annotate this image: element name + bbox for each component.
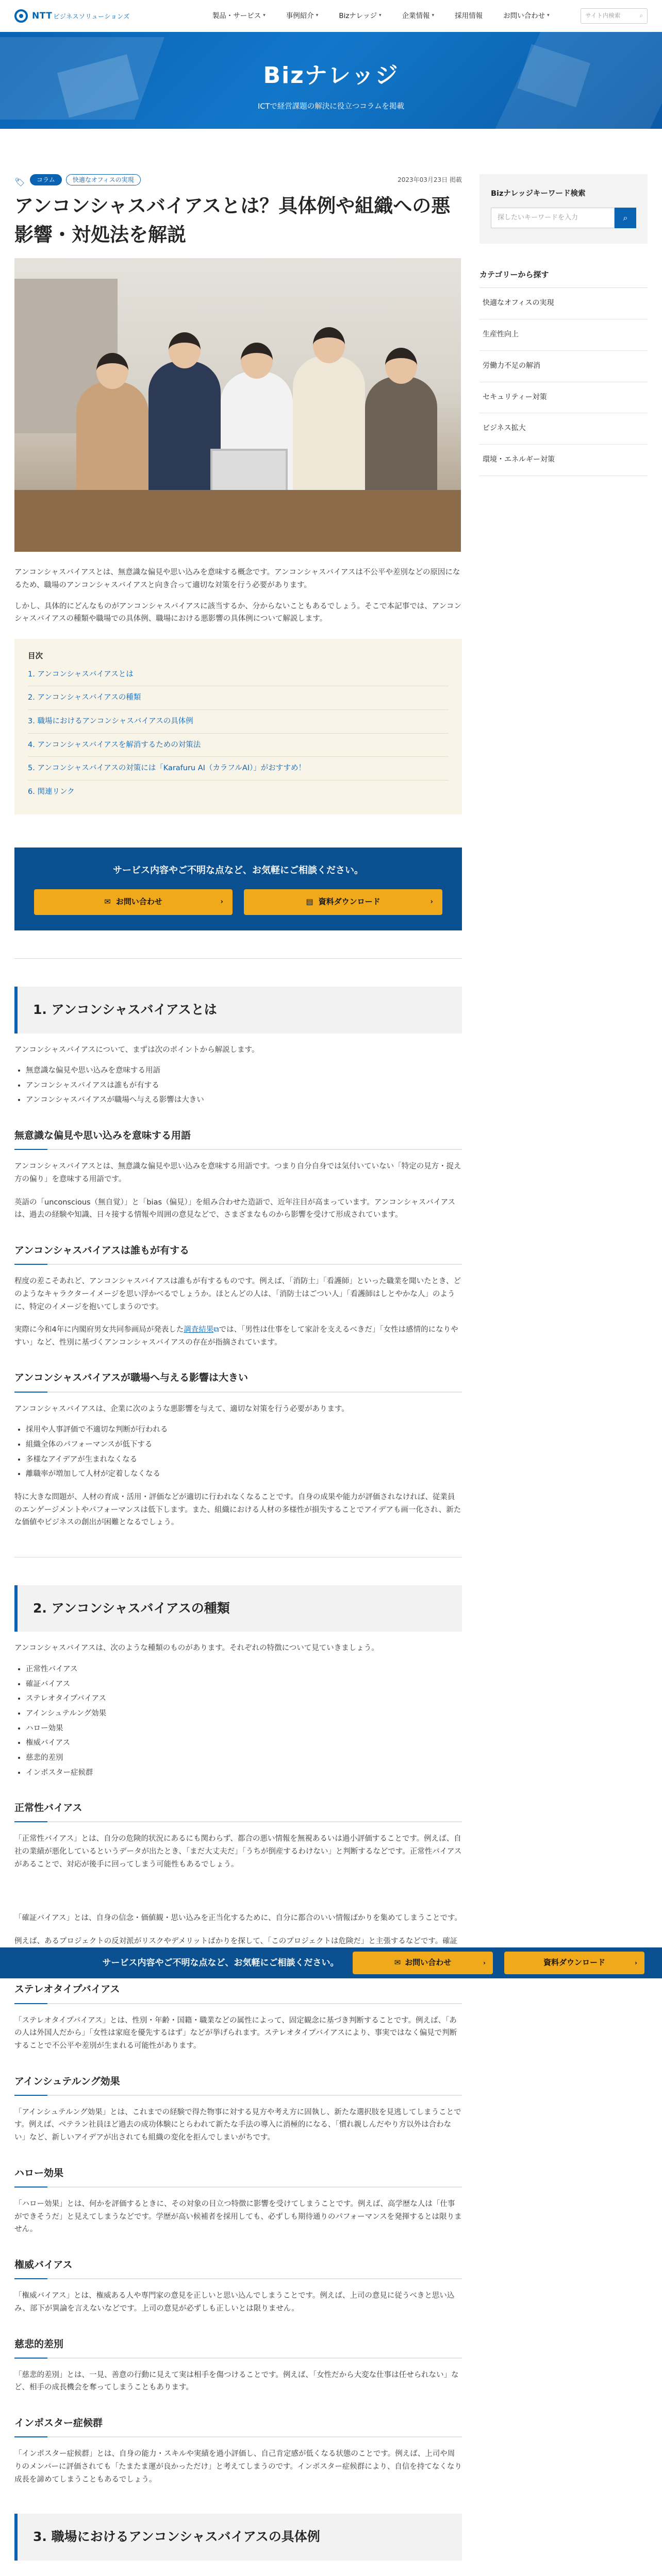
subsection-heading: 権威バイアス — [14, 2257, 462, 2279]
tag-icon: 🏷 — [14, 177, 25, 188]
arrow-right-icon: › — [430, 897, 433, 906]
document-icon: ▤ — [306, 897, 313, 907]
table-of-contents — [14, 639, 462, 815]
sticky-cta-bar — [0, 1947, 662, 1978]
paragraph: 「慈悲的差別」とは、一見、善意の行動に見えて実は相手を傷つけることです。例えば、「女性だから大変な仕事は任せられない」など、相手の成長機会を奪ってしまうこともあります。 — [14, 2370, 459, 2392]
article-meta — [14, 174, 462, 188]
paragraph: 「アインシュテルング効果」とは、これまでの経験で得た物事に対する見方や考え方に固執し、新たな選択肢を見逃してしまうことです。例えば、ベテラン社員ほど過去の成功体験にとらわれて新たな手法の導入に消極的になる、「慣れ親しんだやり方以外は合わない」など、新しいアイデアが出されても組織の変化を拒んでしまいがちです。 — [14, 2108, 461, 2142]
site-search-input[interactable]: サイト内検索 ⌕ — [581, 8, 648, 24]
sticky-cta-text: サービス内容やご不明な点など、お気軽にご相談ください。 — [102, 1957, 339, 1968]
toc-title: 目次 — [28, 652, 43, 660]
sticky-contact-button[interactable]: ✉ お問い合わせ › — [353, 1952, 493, 1974]
article-intro: アンコンシャスバイアスとは、無意識な偏見や思い込みを意味する概念です。アンコンシャスバイアスは不公平や差別などの原因になるため、職場のアンコンシャスバイアスと向き合って適切な対策を行う必要があります。 しかし、具体的にどんなものがアンコンシャスバイアスに該当するか、分からないこともあるでしょう。そこで本記事では、アンコンシャスバイアスの種類や職場での具体例、職場における悪影響の具体例について解説します。 — [14, 568, 462, 623]
sidebar — [479, 174, 648, 2576]
category-item[interactable]: 環境・エネルギー対策 — [479, 445, 648, 476]
toc-item[interactable]: 3. 職場におけるアンコンシャスバイアスの具体例 — [28, 710, 449, 734]
subsection-heading: ステレオタイプバイアス — [14, 1981, 462, 2004]
article-main — [14, 174, 462, 2576]
bullet-list: • 無意識な偏見や思い込みを意味する用語 • アンコンシャスバイアスは誰もが有する • アンコンシャスバイアスが職場へ与える影響は大きい — [14, 1064, 462, 1107]
paragraph: 「インポスター症候群」とは、自身の能力・スキルや実績を過小評価し、自己肯定感が低くなる状態のことです。例えば、上司や周りのメンバーに評価されても「たまたま運が良かっただけ」と考えてしまうのです。インポスター症候群により、自信を持てなくなり成長を諦めてしまうこともあるでしょう。 — [14, 2450, 462, 2484]
logo-text: NTT ビジネスソリューションズ — [32, 10, 130, 21]
nav-item-contact[interactable]: お問い合わせ ▾ — [503, 11, 550, 20]
survey-link[interactable]: 調査結果 — [184, 1326, 214, 1334]
keyword-search-box — [479, 174, 648, 244]
keyword-search-title: Bizナレッジキーワード検索 — [491, 190, 586, 198]
external-link-icon: ⧉ — [213, 1326, 219, 1334]
subsection-heading: アンコンシャスバイアスは誰もが有する — [14, 1242, 462, 1265]
arrow-right-icon: › — [220, 897, 223, 906]
arrow-right-icon: › — [635, 1959, 637, 1967]
mail-icon: ✉ — [394, 1958, 401, 1968]
paragraph: 例えば、あるプロジェクトの反対派がリスクやデメリットばかりを探して、「このプロジェクトは危険だ」と主張するなどです。確証 — [14, 1937, 458, 1945]
category-item[interactable]: ビジネス拡大 — [479, 413, 648, 445]
paragraph: アンコンシャスバイアスとは、無意識な偏見や思い込みを意味する用語です。つまり自分自身では気付いていない「特定の見方・捉え方の偏り」を意味する用語です。 — [14, 1162, 461, 1184]
paragraph: 実際に今和4年に内閣府男女共同参画局が発表した調査結果⧉では、「男性は仕事をして家計を支えるべきだ」「女性は感情的になりやすい」など、性別に基づくアンコンシャスバイアスの存在が指摘されています。 — [14, 1326, 458, 1347]
site-logo[interactable] — [14, 9, 130, 24]
site-header — [0, 0, 662, 32]
search-icon: ⌕ — [639, 12, 643, 20]
hero-banner — [0, 32, 662, 129]
toc-item[interactable]: 4. アンコンシャスバイアスを解消するための対策法 — [28, 734, 449, 757]
paragraph: 「ステレオタイプバイアス」とは、性別・年齢・国籍・職業などの属性によって、固定観念に基づき判断することです。例えば、「あの人は外国人だから」「女性は家庭を優先するはず」などが挙げられます。ステレオタイプバイアスにより、事実ではなく偏見で判断することで不公平や差別が生まれる可能性があります。 — [14, 2016, 457, 2050]
tag-office[interactable]: 快適なオフィスの実現 — [66, 174, 141, 185]
paragraph: 程度の差こそあれど、アンコンシャスバイアスは誰もが有するものです。例えば、「消防士」「看護師」といった職業を聞いたとき、どのようなキャラクターイメージを思い浮かべるでしょうか。ほとんどの人は、「消防士はごつい人」「看護師はしとやかな人」のように、特定のイメージを抱いてしまうのです。 — [14, 1277, 461, 1311]
toc-item[interactable]: 6. 関連リンク — [28, 787, 75, 796]
subsection-heading: 無意識な偏見や思い込みを意味する用語 — [14, 1127, 462, 1150]
keyword-search-input[interactable]: 探したいキーワードを入力 — [491, 208, 615, 228]
toc-item[interactable]: 5. アンコンシャスバイアスの対策には「Karafuru AI（カラフルAI）」がおすすめ！ — [28, 757, 449, 781]
subsection-heading: ハロー効果 — [14, 2165, 462, 2188]
nav-item-products[interactable]: 製品・サービス ▾ — [212, 11, 266, 20]
category-title: カテゴリーから探す — [479, 268, 648, 289]
cta-title: サービス内容やご不明な点など、お気軽にご相談ください。 — [113, 865, 363, 876]
ntt-logo-icon — [14, 9, 28, 23]
nav-item-biz-knowledge[interactable]: Bizナレッジ ▾ — [339, 11, 382, 20]
chevron-down-icon: ▾ — [263, 13, 266, 19]
toc-item[interactable]: 2. アンコンシャスバイアスの種類 — [28, 686, 449, 710]
section-heading: 1. アンコンシャスバイアスとは — [14, 987, 462, 1033]
paragraph: 「確証バイアス」とは、自身の信念・価値観・思い込みを正当化するために、自分に都合のいい情報ばかりを集めてしまうことです。 — [14, 1914, 462, 1923]
paragraph: アンコンシャスバイアスについて、まずは次のポイントから解説します。 — [14, 1045, 259, 1054]
category-item[interactable]: 快適なオフィスの実現 — [479, 288, 648, 319]
cta-box — [14, 848, 462, 930]
subsection-heading: 慈悲的差別 — [14, 2336, 462, 2359]
paragraph: アンコンシャスバイアスは、次のような種類のものがあります。それぞれの特徴について見ていきましょう。 — [14, 1644, 379, 1653]
paragraph: 特に大きな問題が、人材の育成・活用・評価などが適切に行われなくなることです。自身の成果や能力が評価されなければ、従業員のエンゲージメントやパフォーマンスは低下します。また、組織における人材の多様性が損失することでアイデアも画一化され、新たな価値やビジネスの創出が困難となるでしょう。 — [14, 1493, 461, 1527]
paragraph: 「正常性バイアス」とは、自分の危険的状況にあるにも関わらず、都合の悪い情報を無視あるいは過小評価することです。例えば、自社の業績が悪化しているというデータが出たとき、「まだ大丈夫だ」「うちが倒産するわけない」と判断するなどです。正常性バイアスがあることで、対応が後手に回ってしまう可能性もあるでしょう。 — [14, 1835, 462, 1869]
nav-item-company[interactable]: 企業情報 ▾ — [402, 11, 435, 20]
chevron-down-icon: ▾ — [547, 13, 550, 19]
download-button[interactable]: ▤ 資料ダウンロード › — [244, 889, 442, 915]
category-item[interactable]: セキュリティー対策 — [479, 382, 648, 414]
contact-button[interactable]: ✉ お問い合わせ › — [34, 889, 233, 915]
subsection-heading: アンコンシャスバイアスが職場へ与える影響は大きい — [14, 1369, 462, 1392]
article-hero-image — [14, 258, 461, 552]
keyword-search-button[interactable] — [615, 208, 636, 228]
nav-item-cases[interactable]: 事例紹介 ▾ — [286, 11, 319, 20]
article-title: アンコンシャスバイアスとは？具体例や組織への悪影響・対処法を解説 — [14, 195, 451, 246]
chevron-down-icon: ▾ — [379, 13, 382, 19]
global-nav — [202, 0, 560, 32]
divider — [14, 958, 462, 959]
chevron-down-icon: ▾ — [432, 13, 435, 19]
hero-title: Bizナレッジ — [263, 62, 399, 89]
bullet-list: • 採用や人事評価で不適切な判断が行われる • 組織全体のパフォーマンスが低下する • 多様なアイデアが生まれなくなる • 離職率が増加して人材が定着しなくなる — [14, 1423, 462, 1481]
toc-item[interactable]: 1. アンコンシャスバイアスとは — [28, 663, 449, 687]
bullet-list: • 正常性バイアス • 確証バイアス • ステレオタイプバイアス • アインシュテルング効果 • ハロー効果 • 権威バイアス • 慈悲的差別 • インポスター症候群 — [14, 1663, 462, 1779]
subsection-heading: アインシュテルング効果 — [14, 2073, 462, 2096]
section-heading: 3. 職場におけるアンコンシャスバイアスの具体例 — [14, 2514, 462, 2561]
section-heading: 2. アンコンシャスバイアスの種類 — [14, 1585, 462, 1632]
chevron-down-icon: ▾ — [316, 13, 319, 19]
tag-column[interactable]: コラム — [30, 174, 62, 185]
publish-date: 2023年03月23日 掲載 — [398, 176, 462, 183]
arrow-right-icon: › — [483, 1959, 486, 1967]
nav-item-recruit[interactable]: 採用情報 — [455, 11, 483, 20]
paragraph: 「権威バイアス」とは、権威ある人や専門家の意見を正しいと思い込んでしまうことです。例えば、上司の意見に従うべきと思い込み、部下が異論を言えないなどです。上司の意見が必ずしも正しいとは限りません。 — [14, 2292, 455, 2313]
mail-icon: ✉ — [104, 897, 111, 907]
paragraph: 英語の「unconscious（無自覚）」と「bias（偏見）」を組み合わせた造語で、近年注目が高まっています。アンコンシャスバイアスは、過去の経験や知識、日々接する情報や周囲の意見などで、さまざまなものから影響を受けて形成されています。 — [14, 1198, 456, 1219]
paragraph: 「ハロー効果」とは、何かを評価するときに、その対象の目立つ特徴に影響を受けてしまうことです。例えば、高学歴な人は「仕事ができそうだ」と見えてしまうなどです。学歴が高い候補者を採用しても、必ずしも期待通りのパフォーマンスを発揮するとは限りません。 — [14, 2200, 462, 2234]
category-item[interactable]: 生産性向上 — [479, 319, 648, 351]
category-item[interactable]: 労働力不足の解消 — [479, 351, 648, 382]
subsection-heading: 正常性バイアス — [14, 1800, 462, 1822]
hero-subtitle: ICTで経営課題の解決に役立つコラムを掲載 — [257, 102, 405, 111]
sticky-download-button[interactable]: 資料ダウンロード › — [504, 1952, 644, 1974]
subsection-heading: インポスター症候群 — [14, 2415, 462, 2437]
search-icon: ⌕ — [623, 213, 628, 223]
paragraph: アンコンシャスバイアスは、企業に次のような悪影響を与えて、適切な対策を行う必要があります。 — [14, 1404, 349, 1413]
